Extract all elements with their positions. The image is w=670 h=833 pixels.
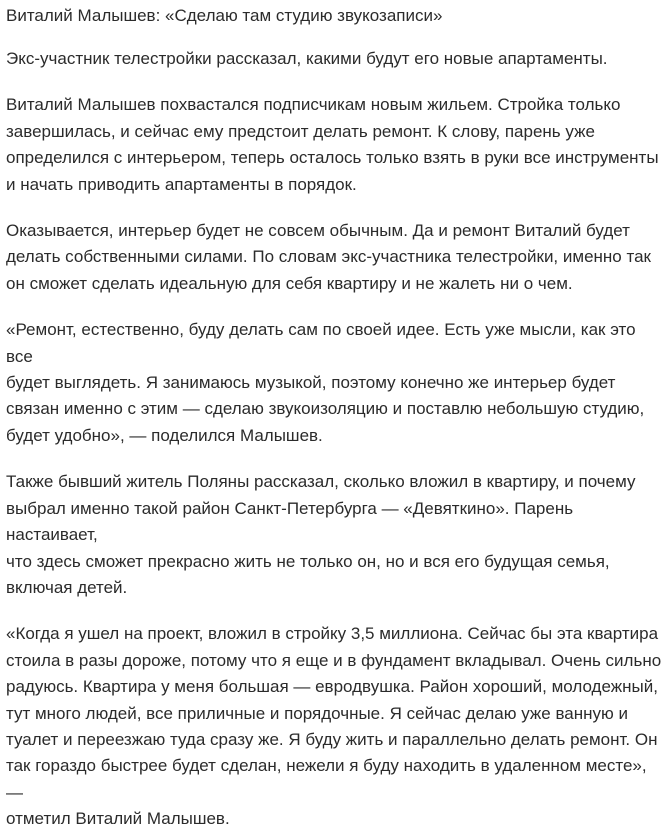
text-line: «Когда я ушел на проект, вложил в стройку 3,5 миллиона. Сейчас бы эта квартира xyxy=(6,624,659,644)
text-line: Оказывается, интерьер будет не совсем обычным. Да и ремонт Виталий будет xyxy=(6,221,630,241)
text-line: стоила в разы дороже, потому что я еще и в фундамент вкладывал. Очень сильно xyxy=(6,650,662,670)
text-line: тут много людей, все приличные и порядочные. Я сейчас делаю уже ванную и xyxy=(6,703,629,723)
text-line: завершилась, и сейчас ему предстоит делать ремонт. К слову, парень уже xyxy=(6,121,595,141)
text-line: «Ремонт, естественно, буду делать сам по своей идее. Есть уже мысли, как это все xyxy=(6,320,636,366)
text-line: Также бывший житель Поляны рассказал, сколько вложил в квартиру, и почему xyxy=(6,472,636,492)
text-line: Виталий Малышев похвастался подписчикам новым жильем. Стройка только xyxy=(6,95,621,115)
text-line: и начать приводить апартаменты в порядок. xyxy=(6,174,357,194)
text-line: что здесь сможет прекрасно жить не только он, но и вся его будущая семья, xyxy=(6,551,610,571)
paragraph-quote-1 xyxy=(6,317,664,449)
text-line: туалет и переезжаю туда сразу же. Я буду жить и параллельно делать ремонт. Он xyxy=(6,729,658,749)
text-line: выбрал именно такой район Санкт-Петербурга — «Девяткино». Парень настаивает, xyxy=(6,498,574,545)
text-line: так гораздо быстрее будет сделан, нежели я буду находить в удаленном месте», — xyxy=(6,756,647,802)
text-line: радуюсь. Квартира у меня большая — евродвушка. Район хороший, молодежный, xyxy=(6,677,658,697)
article-title: Виталий Малышев: «Сделаю там студию звукозаписи» xyxy=(6,6,443,25)
text-line: отметил Виталий Малышев. xyxy=(6,809,230,829)
text-line: делать собственными силами. По словам экс-участника телестройки, именно так xyxy=(6,247,651,267)
paragraph-4 xyxy=(6,469,664,601)
text-line: будет выглядеть. Я занимаюсь музыкой, поэтому конечно же интерьер будет xyxy=(6,373,616,393)
text-line: связан именно с этим — сделаю звукоизоляцию и поставлю небольшую студию, xyxy=(6,399,645,419)
text-line: он сможет сделать идеальную для себя квартиру и не жалеть ни о чем. xyxy=(6,273,573,293)
paragraph-quote-2 xyxy=(6,621,664,832)
text-line: определился с интерьером, теперь осталось только взять в руки все инструменты xyxy=(6,148,659,168)
paragraph-2 xyxy=(6,218,664,297)
paragraph-1 xyxy=(6,92,664,198)
text-line: будет удобно», — поделился Малышев. xyxy=(6,425,323,445)
text-line: включая детей. xyxy=(6,577,128,597)
article-lead: Экс-участник телестройки рассказал, какими будут его новые апартаменты. xyxy=(6,49,608,68)
